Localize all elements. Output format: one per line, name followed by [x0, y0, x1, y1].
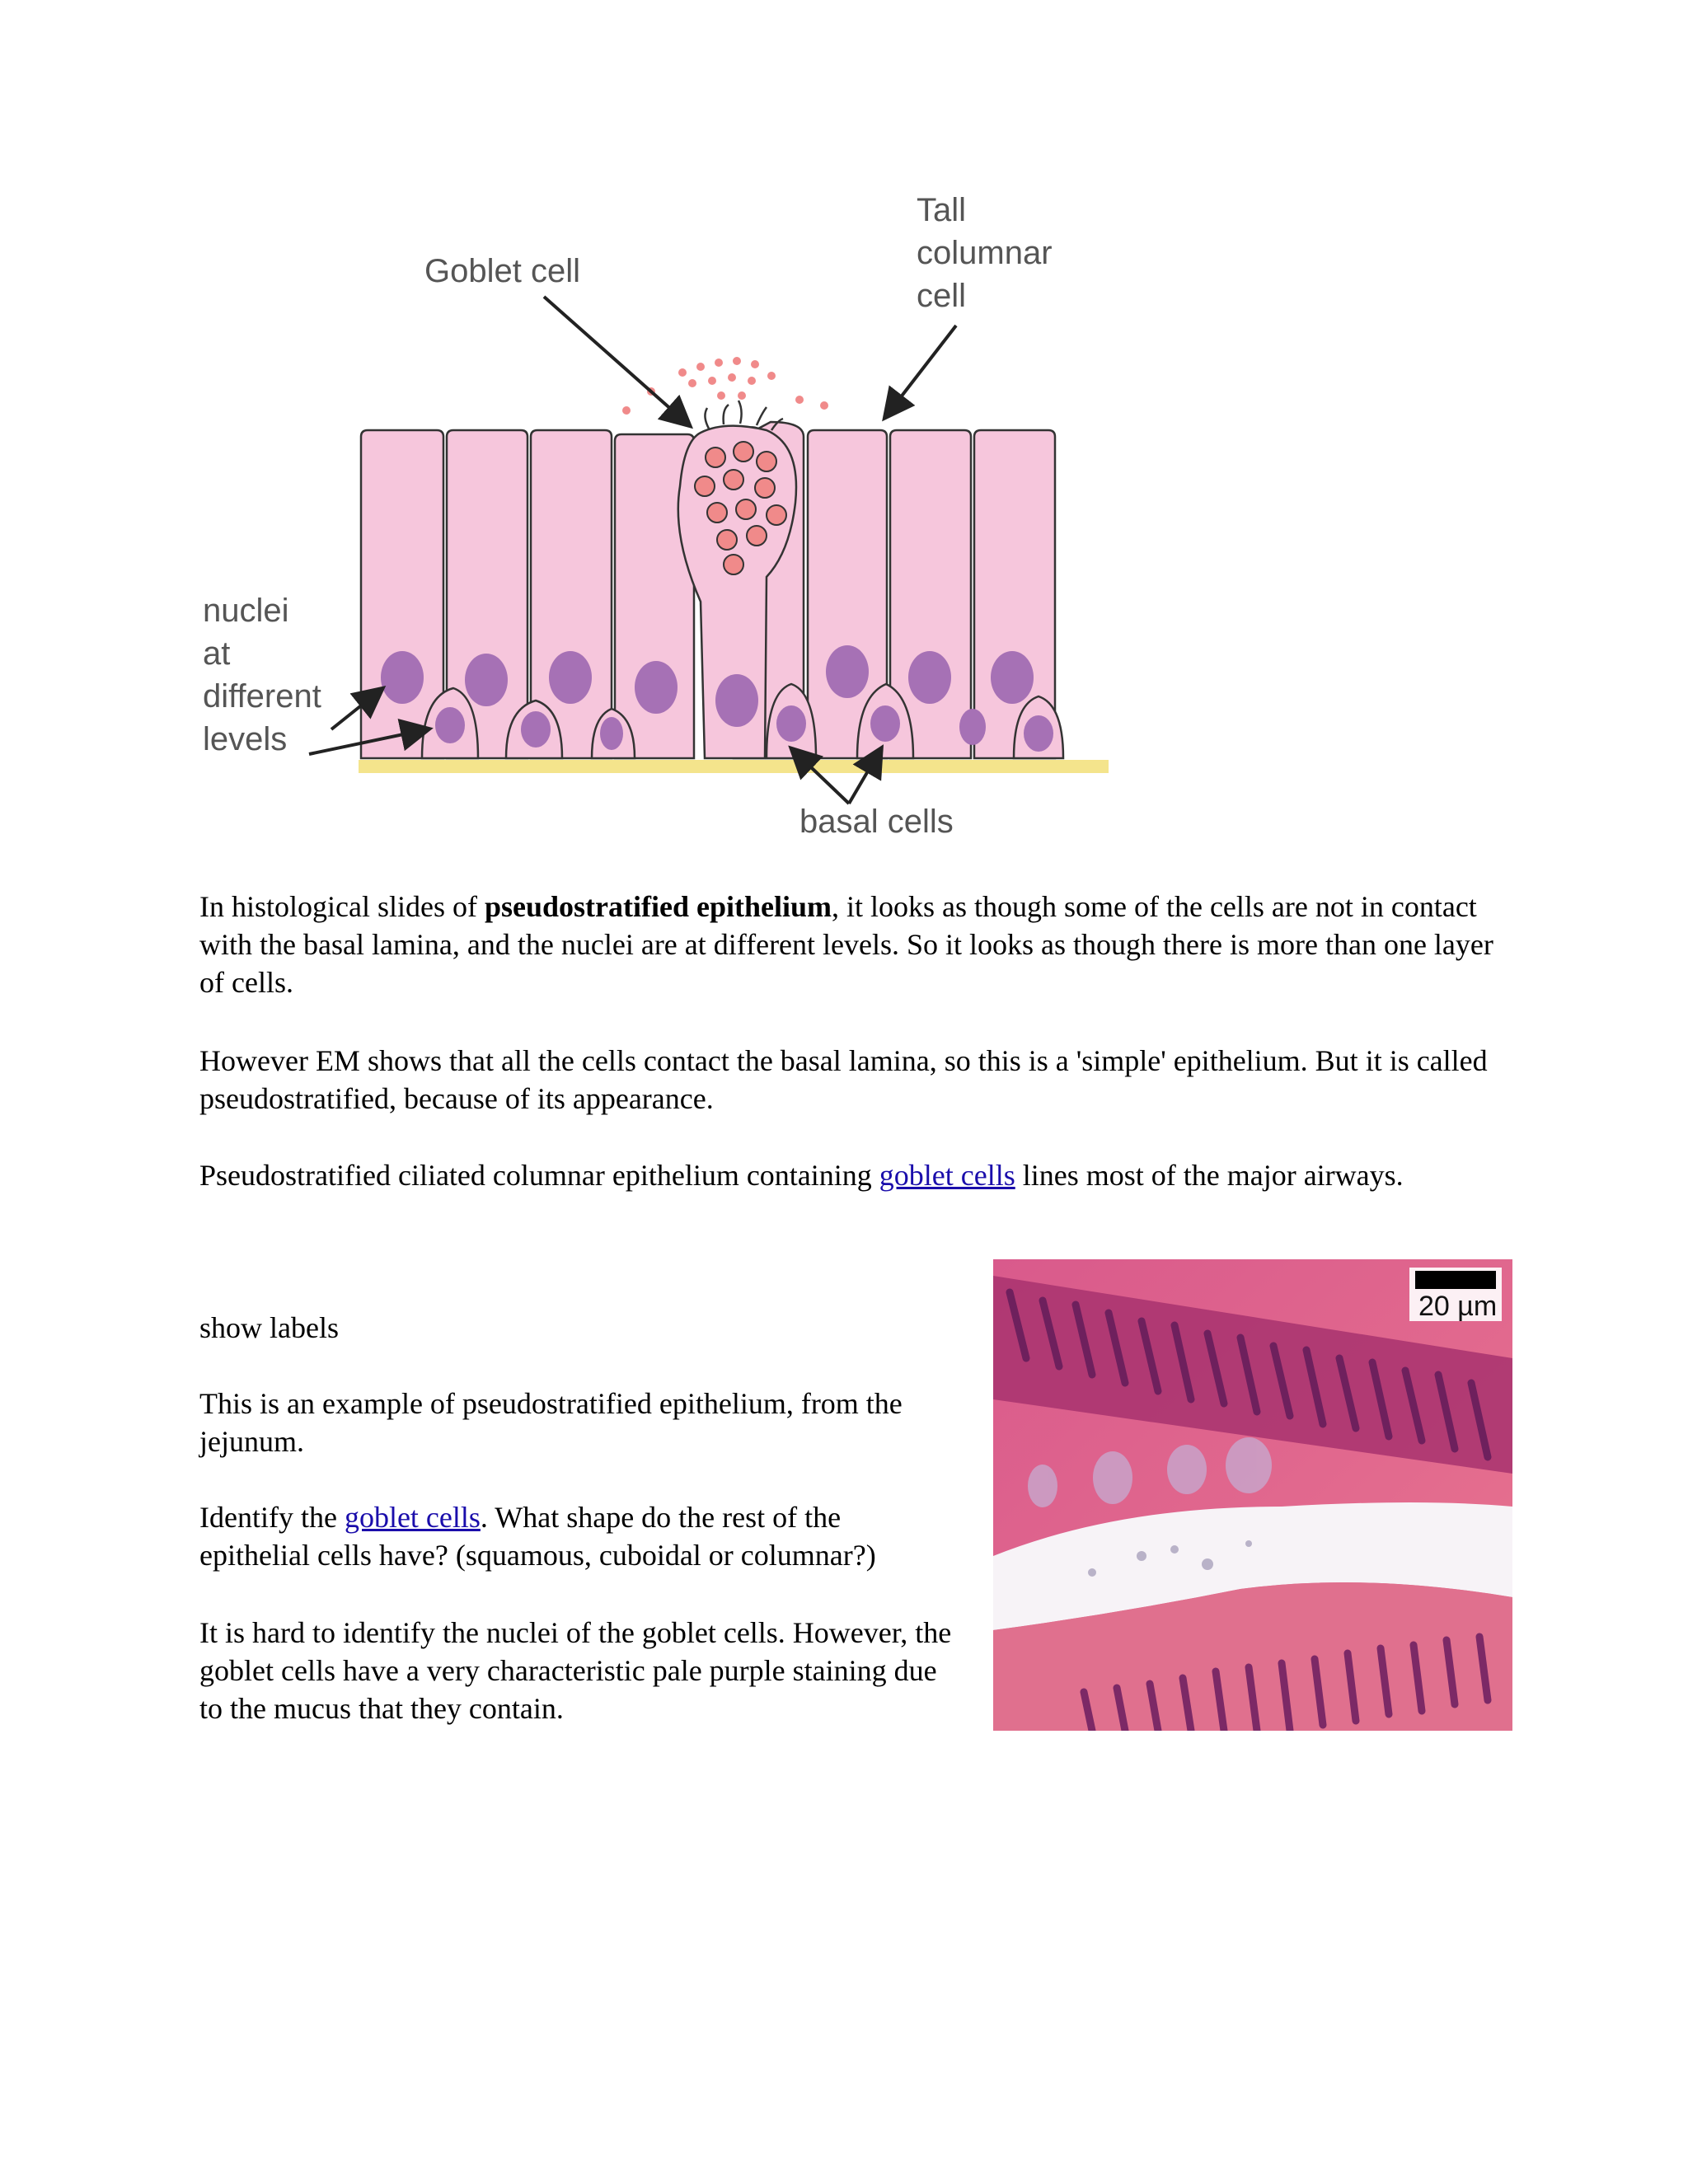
label-tall-3: cell	[917, 278, 967, 314]
goblet-cells-link-2[interactable]: goblet cells	[344, 1501, 481, 1534]
paragraph-identify: Identify the goblet cells. What shape do the rest of the epithelial cells have? (squamous, cuboidal or columnar?)	[199, 1501, 876, 1572]
label-basal-cells: basal cells	[799, 804, 954, 840]
paragraph-intro: In histological slides of pseudostratified epithelium, it looks as though some of the cells are not in contact with the basal lamina, and the nuclei are at different levels. So it looks as though there is more than one layer of cells.	[199, 890, 1493, 999]
scale-bar	[1415, 1271, 1496, 1289]
goblet-cells-link[interactable]: goblet cells	[879, 1159, 1015, 1192]
label-tall-1: Tall	[917, 192, 967, 228]
pseudostratified-diagram-svg	[190, 190, 1113, 857]
label-tall-2: columnar	[917, 235, 1053, 271]
paragraph-jejunum: This is an example of pseudostratified epithelium, from the jejunum.	[199, 1387, 903, 1458]
paragraph-goblet-nuclei: It is hard to identify the nuclei of the goblet cells. However, the goblet cells have a very characteristic pale purple staining due to the mucus that they contain.	[199, 1616, 952, 1725]
bold-term: pseudostratified epithelium	[484, 890, 832, 923]
label-nuclei-4: levels	[203, 721, 288, 757]
micrograph-svg	[993, 1259, 1512, 1731]
show-labels-text[interactable]: show labels	[199, 1311, 339, 1344]
label-goblet-cell: Goblet cell	[424, 253, 580, 289]
label-nuclei-1: nuclei	[203, 593, 289, 629]
paragraph-airways: Pseudostratified ciliated columnar epithelium containing goblet cells lines most of the major airways.	[199, 1159, 1404, 1192]
basal-lamina	[359, 760, 1109, 773]
secreted-granules	[622, 357, 828, 415]
scale-label: 20 µm	[1418, 1291, 1498, 1322]
label-nuclei-3: different	[203, 678, 321, 715]
label-nuclei-2: at	[203, 635, 231, 672]
epithelium-diagram	[190, 190, 1113, 857]
paragraph-em: However EM shows that all the cells contact the basal lamina, so this is a 'simple' epithelium. But it is called pseudostratified, because of its appearance.	[199, 1044, 1488, 1115]
histology-micrograph	[993, 1259, 1512, 1731]
